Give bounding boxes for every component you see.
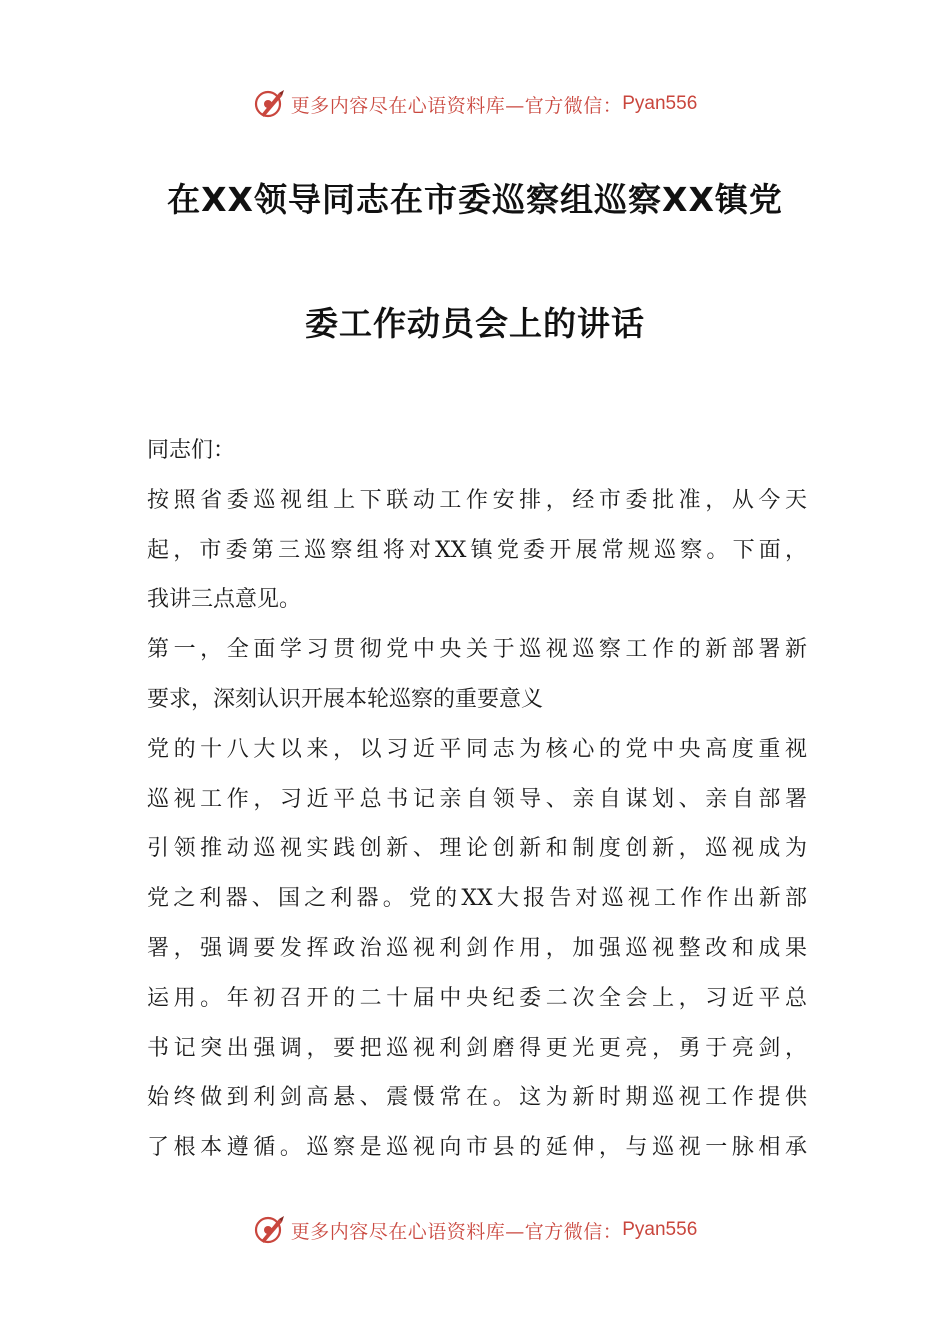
body-line: 按照省委巡视组上下联动工作安排，经市委批准，从今天 (147, 487, 807, 513)
pen-nib-logo-icon (253, 87, 287, 121)
body-line: 我讲三点意见。 (147, 587, 302, 613)
watermark-text: 更多内容尽在心语资料库—官方微信： (290, 1220, 623, 1243)
body-line: 党之利器、国之利器。党的XX大报告对巡视工作作出新部 (147, 886, 807, 912)
body-line: 运用。年初召开的二十届中央纪委二次全会上，习近平总 (147, 985, 807, 1011)
body-line: 引领推动巡视实践创新、理论创新和制度创新，巡视成为 (147, 836, 807, 862)
document-title-line-2: 委工作动员会上的讲话 (305, 304, 645, 343)
watermark-banner-bottom (0, 1208, 950, 1252)
body-line: 要求，深刻认识开展本轮巡察的重要意义 (147, 686, 544, 712)
body-line: 了根本遵循。巡察是巡视向市县的延伸，与巡视一脉相承 (147, 1135, 807, 1161)
body-line: 始终做到利剑高悬、震慑常在。这为新时期巡视工作提供 (147, 1085, 807, 1111)
body-line: 署，强调要发挥政治巡视利剑作用，加强巡视整改和成果 (147, 935, 807, 961)
body-line: 巡视工作，习近平总书记亲自领导、亲自谋划、亲自部署 (147, 786, 807, 812)
watermark-text: 更多内容尽在心语资料库—官方微信： (290, 94, 623, 117)
body-line: 第一，全面学习贯彻党中央关于巡视巡察工作的新部署新 (147, 637, 807, 663)
watermark-wechat-id: Pyan556 (622, 1219, 698, 1240)
document-title-line-1: 在XX领导同志在市委巡察组巡察XX镇党 (167, 180, 783, 219)
body-line: 书记突出强调，要把巡视利剑磨得更光更亮，勇于亮剑， (147, 1035, 807, 1061)
watermark-banner-top (0, 82, 950, 126)
body-line: 同志们： (147, 438, 236, 463)
watermark-wechat-id: Pyan556 (622, 93, 698, 114)
pen-nib-logo-icon (253, 1213, 287, 1247)
body-line: 起，市委第三巡察组将对XX镇党委开展常规巡察。下面， (147, 537, 807, 563)
document-body (147, 426, 807, 1173)
body-line: 党的十八大以来，以习近平同志为核心的党中央高度重视 (147, 736, 807, 762)
